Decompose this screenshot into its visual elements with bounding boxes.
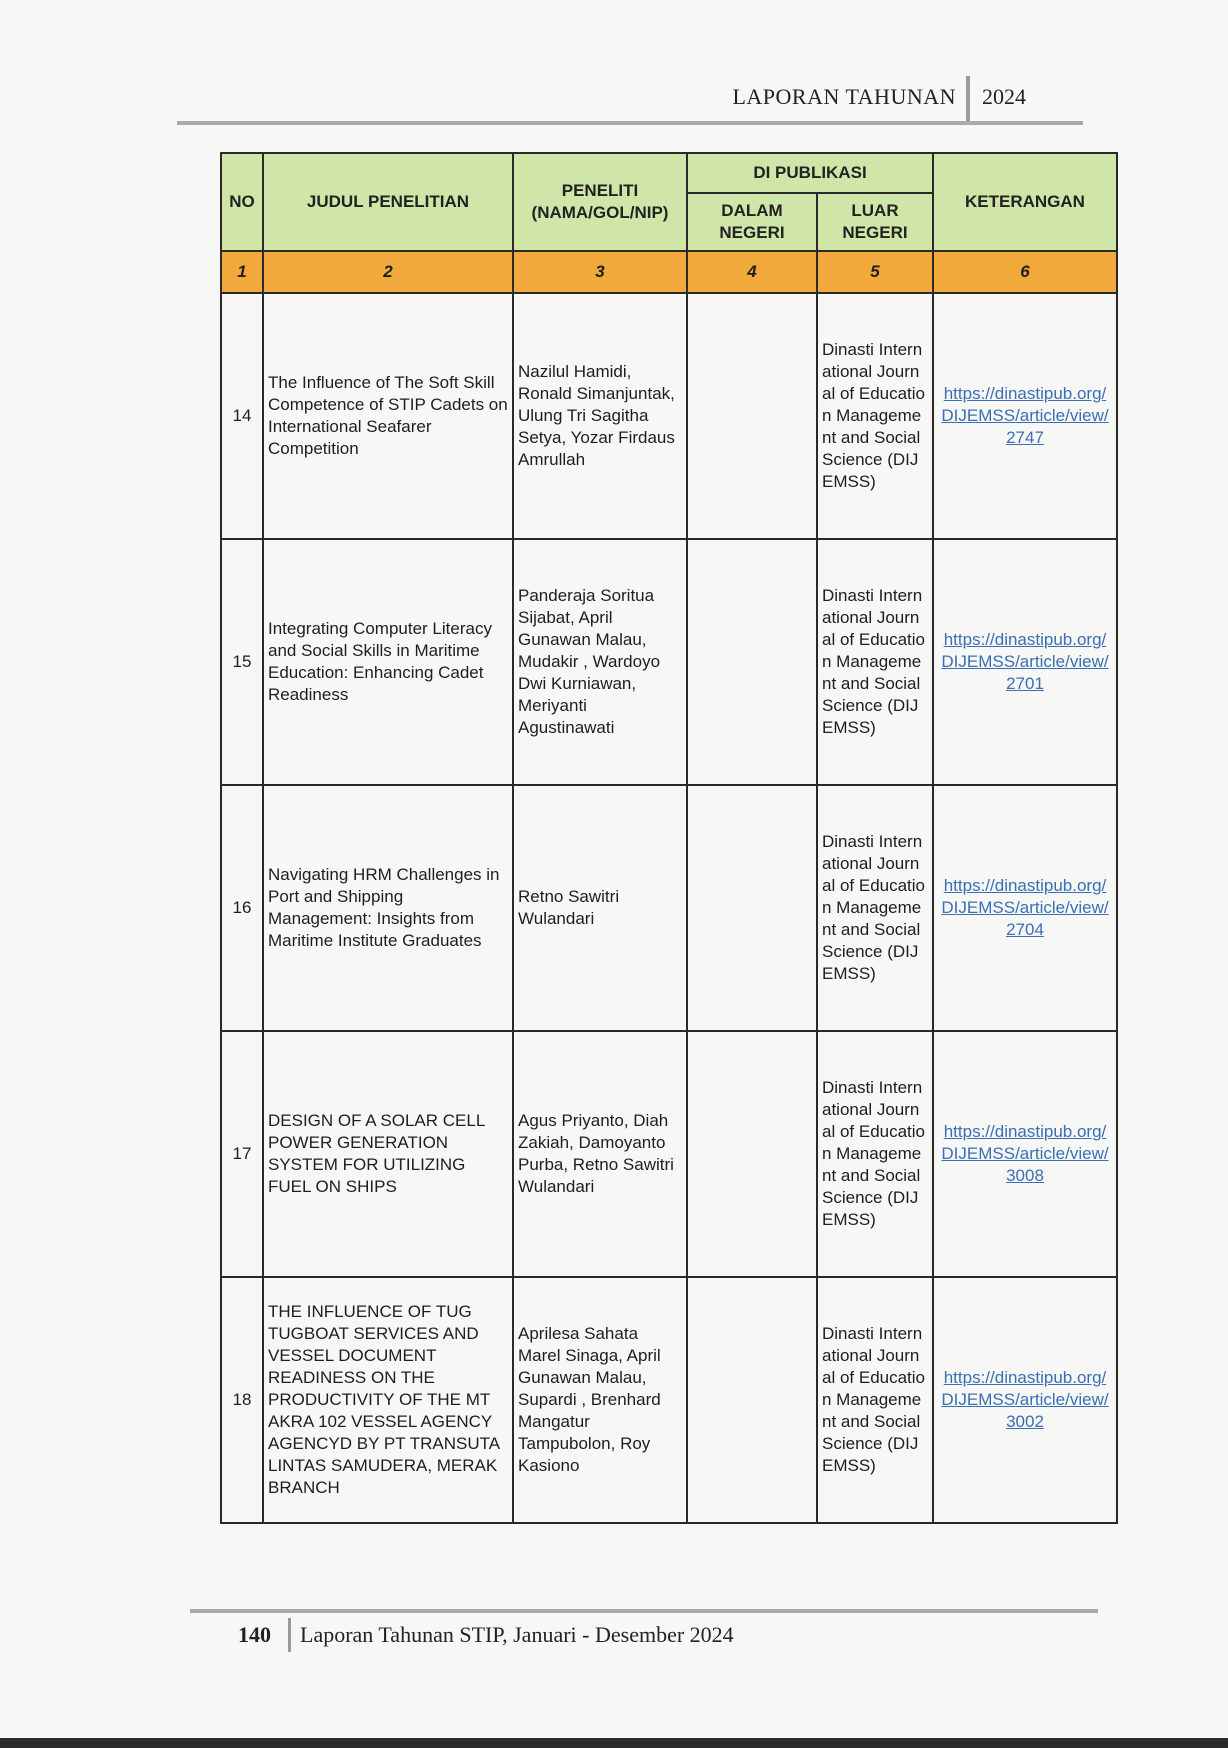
header-keterangan: KETERANGAN [933, 153, 1117, 251]
published-domestic [687, 785, 817, 1031]
column-number: 6 [933, 251, 1117, 293]
row-number: 17 [221, 1031, 263, 1277]
researchers: Nazilul Hamidi, Ronald Simanjuntak, Ulung Tri Sagitha Setya, Yozar Firdaus Amrullah [513, 293, 687, 539]
published-domestic [687, 1277, 817, 1523]
table-row [221, 785, 1117, 1031]
header-title: LAPORAN TAHUNAN [732, 84, 956, 109]
header-di-publikasi: DI PUBLIKASI [687, 153, 933, 193]
row-number: 15 [221, 539, 263, 785]
research-title: DESIGN OF A SOLAR CELL POWER GENERATION SYSTEM FOR UTILIZING FUEL ON SHIPS [263, 1031, 513, 1277]
column-number: 1 [221, 251, 263, 293]
column-number: 4 [687, 251, 817, 293]
scan-edge [0, 1738, 1228, 1748]
header-year: 2024 [982, 84, 1026, 109]
researchers: Retno Sawitri Wulandari [513, 785, 687, 1031]
header-separator [966, 76, 970, 122]
table-row [221, 1277, 1117, 1523]
row-number: 16 [221, 785, 263, 1031]
article-link-cell [933, 293, 1117, 539]
article-link[interactable]: https://dinastipub.org/DIJEMSS/article/view/3008 [941, 1121, 1109, 1186]
article-link-cell [933, 539, 1117, 785]
table-row [221, 293, 1117, 539]
row-number: 18 [221, 1277, 263, 1523]
research-table [220, 152, 1118, 1524]
published-international: Dinasti International Journal of Education Management and Social Science (DIJEMSS) [817, 1277, 933, 1523]
header-judul: JUDUL PENELITIAN [263, 153, 513, 251]
published-international: Dinasti International Journal of Education Management and Social Science (DIJEMSS) [817, 293, 933, 539]
article-link[interactable]: https://dinastipub.org/DIJEMSS/article/view/2704 [941, 875, 1109, 940]
row-number: 14 [221, 293, 263, 539]
published-domestic [687, 293, 817, 539]
article-link-cell [933, 785, 1117, 1031]
published-domestic [687, 539, 817, 785]
header-no: NO [221, 153, 263, 251]
researchers: Panderaja Soritua Sijabat, April Gunawan Malau, Mudakir , Wardoyo Dwi Kurniawan, Meriyanti Agustinawati [513, 539, 687, 785]
article-link[interactable]: https://dinastipub.org/DIJEMSS/article/view/3002 [941, 1367, 1109, 1432]
researchers: Aprilesa Sahata Marel Sinaga, April Gunawan Malau, Supardi , Brenhard Mangatur Tampubolon, Roy Kasiono [513, 1277, 687, 1523]
footer-rule [190, 1609, 1098, 1613]
header-dalam-negeri: DALAM NEGERI [687, 193, 817, 251]
published-international: Dinasti International Journal of Education Management and Social Science (DIJEMSS) [817, 539, 933, 785]
table-row [221, 539, 1117, 785]
published-international: Dinasti International Journal of Education Management and Social Science (DIJEMSS) [817, 1031, 933, 1277]
research-title: THE INFLUENCE OF TUG TUGBOAT SERVICES AND VESSEL DOCUMENT READINESS ON THE PRODUCTIVITY OF THE MT AKRA 102 VESSEL AGENCY AGENCYD BY PT TRANSUTA LINTAS SAMUDERA, MERAK BRANCH [263, 1277, 513, 1523]
page-number: 140 [238, 1622, 271, 1647]
column-number: 3 [513, 251, 687, 293]
article-link[interactable]: https://dinastipub.org/DIJEMSS/article/view/2747 [941, 383, 1109, 448]
article-link-cell [933, 1031, 1117, 1277]
article-link-cell [933, 1277, 1117, 1523]
researchers: Agus Priyanto, Diah Zakiah, Damoyanto Purba, Retno Sawitri Wulandari [513, 1031, 687, 1277]
header-rule [177, 121, 1083, 125]
published-domestic [687, 1031, 817, 1277]
table-row [221, 1031, 1117, 1277]
column-number: 5 [817, 251, 933, 293]
column-number: 2 [263, 251, 513, 293]
research-title: Navigating HRM Challenges in Port and Shipping Management: Insights from Maritime Institute Graduates [263, 785, 513, 1031]
header-luar-negeri: LUAR NEGERI [817, 193, 933, 251]
research-title: Integrating Computer Literacy and Social Skills in Maritime Education: Enhancing Cadet Readiness [263, 539, 513, 785]
footer-text: Laporan Tahunan STIP, Januari - Desember 2024 [300, 1622, 734, 1647]
footer-separator [288, 1618, 291, 1652]
article-link[interactable]: https://dinastipub.org/DIJEMSS/article/view/2701 [941, 629, 1109, 694]
published-international: Dinasti International Journal of Education Management and Social Science (DIJEMSS) [817, 785, 933, 1031]
header-peneliti: PENELITI (NAMA/GOL/NIP) [513, 153, 687, 251]
research-title: The Influence of The Soft Skill Competence of STIP Cadets on International Seafarer Competition [263, 293, 513, 539]
